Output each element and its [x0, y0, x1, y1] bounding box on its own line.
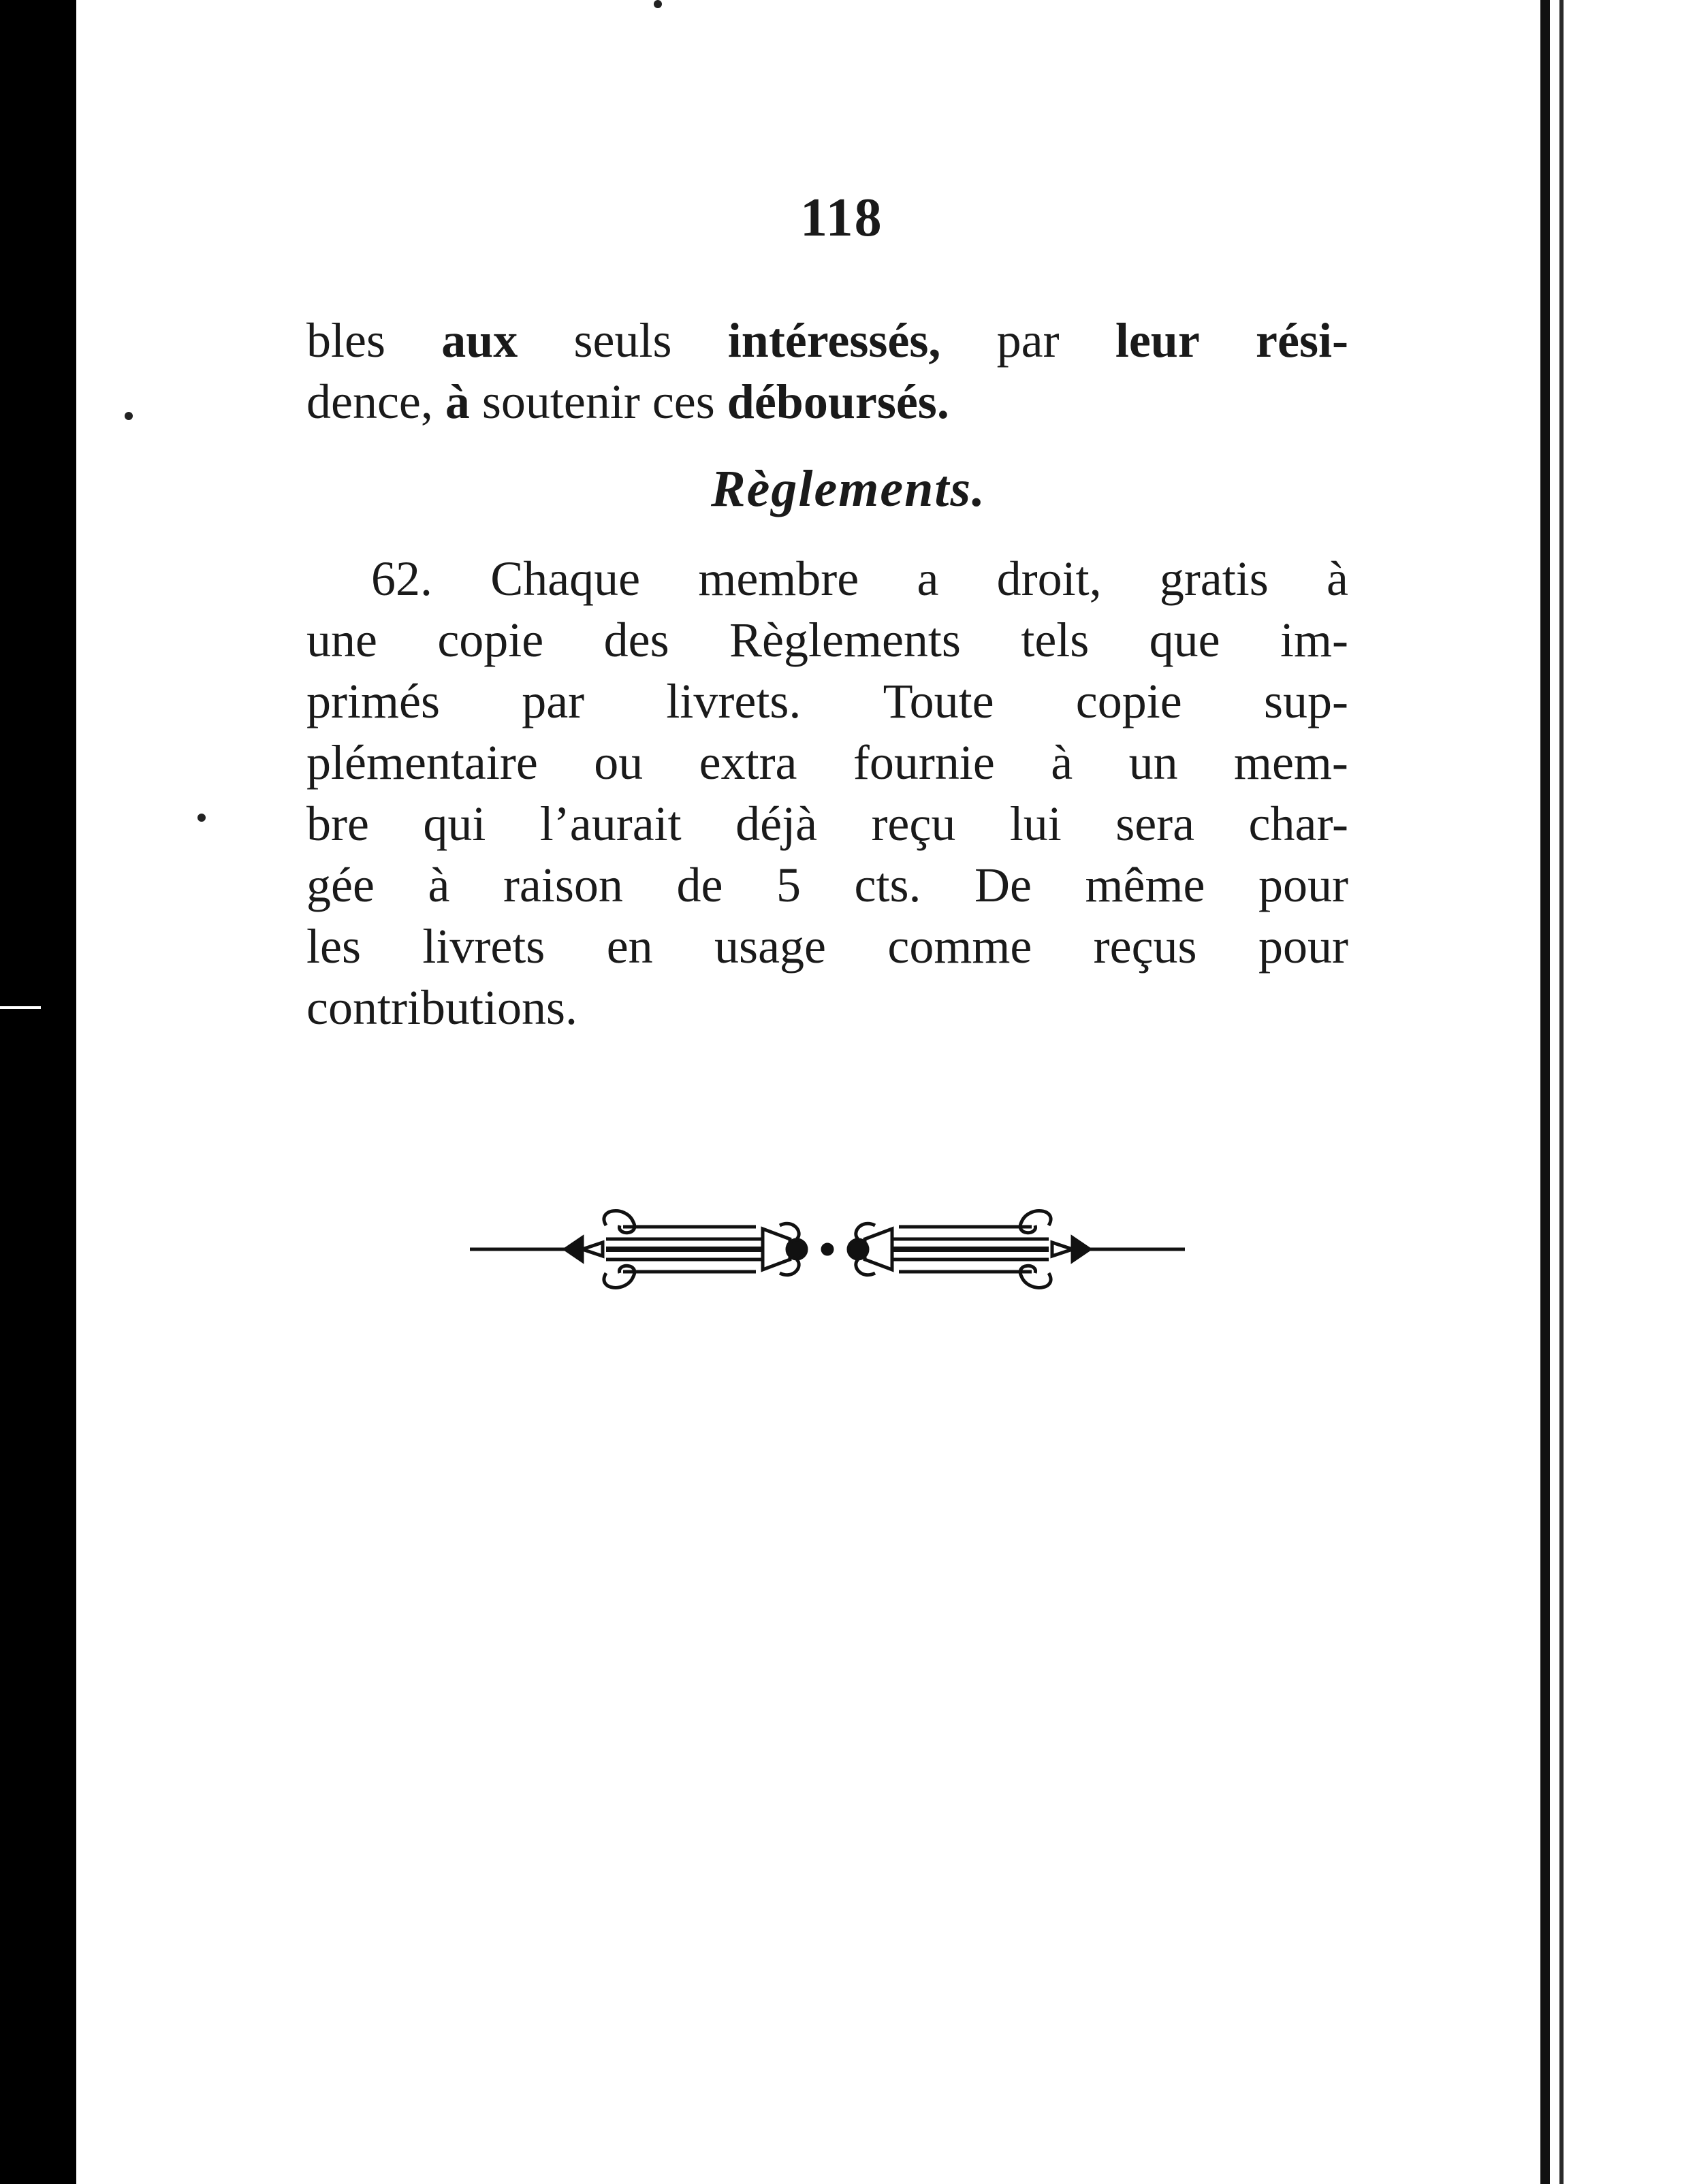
text-line: [306, 977, 1348, 1038]
word: Règlements: [729, 613, 961, 667]
word: copie: [1075, 674, 1182, 728]
word: contributions.: [306, 980, 577, 1035]
word: des: [603, 613, 669, 667]
word: qui: [423, 797, 486, 851]
scan-artifact: [0, 1006, 41, 1009]
word: bre: [306, 797, 369, 851]
word: de: [676, 858, 723, 912]
word: rési-: [1256, 313, 1348, 368]
text-line: [306, 609, 1348, 671]
page-number: 118: [800, 188, 883, 248]
scan-border-right: [1550, 0, 1697, 2184]
text-line: [306, 854, 1348, 916]
scan-border-left: [0, 0, 76, 2184]
article-paragraph: [306, 548, 1348, 1038]
text-line: [306, 371, 1348, 432]
word: mem-: [1233, 735, 1348, 790]
word: sup-: [1263, 674, 1348, 728]
page-edge: [1540, 0, 1550, 2184]
word: copie: [437, 613, 544, 667]
word: soutenir: [481, 374, 640, 429]
word: un: [1128, 735, 1178, 790]
word: lui: [1009, 797, 1062, 851]
word: extra: [699, 735, 797, 790]
word: aux: [441, 313, 518, 368]
word: ou: [594, 735, 644, 790]
word: à: [1326, 551, 1348, 606]
word: primés: [306, 674, 440, 728]
word: en: [606, 919, 653, 974]
word: que: [1149, 613, 1220, 667]
word: Chaque: [490, 551, 641, 606]
word: à: [445, 374, 470, 429]
word: membre: [698, 551, 859, 606]
word: usage: [714, 919, 826, 974]
word: déjà: [735, 797, 818, 851]
word: pour: [1258, 919, 1348, 974]
word: De: [974, 858, 1032, 912]
word: par: [996, 313, 1060, 368]
decorative-tailpiece-ornament: [470, 1198, 1185, 1300]
word: dence,: [306, 374, 433, 429]
word: même: [1085, 858, 1205, 912]
section-heading: Règlements.: [710, 460, 987, 517]
word: à: [428, 858, 450, 912]
word: pour: [1258, 858, 1348, 912]
text-line: [306, 310, 1348, 371]
adjacent-page-edge: [1559, 0, 1564, 2184]
scan-speck: [654, 0, 662, 8]
word: par: [522, 674, 585, 728]
word: a: [917, 551, 939, 606]
word: reçu: [871, 797, 956, 851]
continuation-paragraph: [306, 310, 1348, 432]
text-line: [306, 671, 1348, 732]
word: déboursés.: [727, 374, 949, 429]
word: intéressés,: [727, 313, 941, 368]
word: fournie: [853, 735, 995, 790]
word: gratis: [1159, 551, 1269, 606]
word: gée: [306, 858, 375, 912]
scan-speck: [125, 412, 133, 420]
word: à: [1051, 735, 1073, 790]
word: raison: [503, 858, 623, 912]
word: leur: [1115, 313, 1200, 368]
word: l’aurait: [539, 797, 682, 851]
word: droit,: [996, 551, 1102, 606]
word: char-: [1248, 797, 1348, 851]
word: reçus: [1093, 919, 1197, 974]
word: seuls: [573, 313, 672, 368]
word: sera: [1115, 797, 1195, 851]
text-line: [306, 916, 1348, 977]
scan-speck: [197, 814, 206, 822]
word: 5: [776, 858, 801, 912]
word: comme: [887, 919, 1032, 974]
word: les: [306, 919, 361, 974]
word: cts.: [854, 858, 921, 912]
word: ces: [652, 374, 715, 429]
text-line: [306, 793, 1348, 854]
word: livrets.: [666, 674, 802, 728]
text-line: [306, 732, 1348, 793]
article-number: 62.: [371, 551, 432, 606]
word: une: [306, 613, 377, 667]
word: im-: [1280, 613, 1348, 667]
text-line: [306, 548, 1348, 609]
word: livrets: [422, 919, 545, 974]
word: plémentaire: [306, 735, 538, 790]
word: bles: [306, 313, 385, 368]
word: tels: [1021, 613, 1090, 667]
word: Toute: [883, 674, 994, 728]
